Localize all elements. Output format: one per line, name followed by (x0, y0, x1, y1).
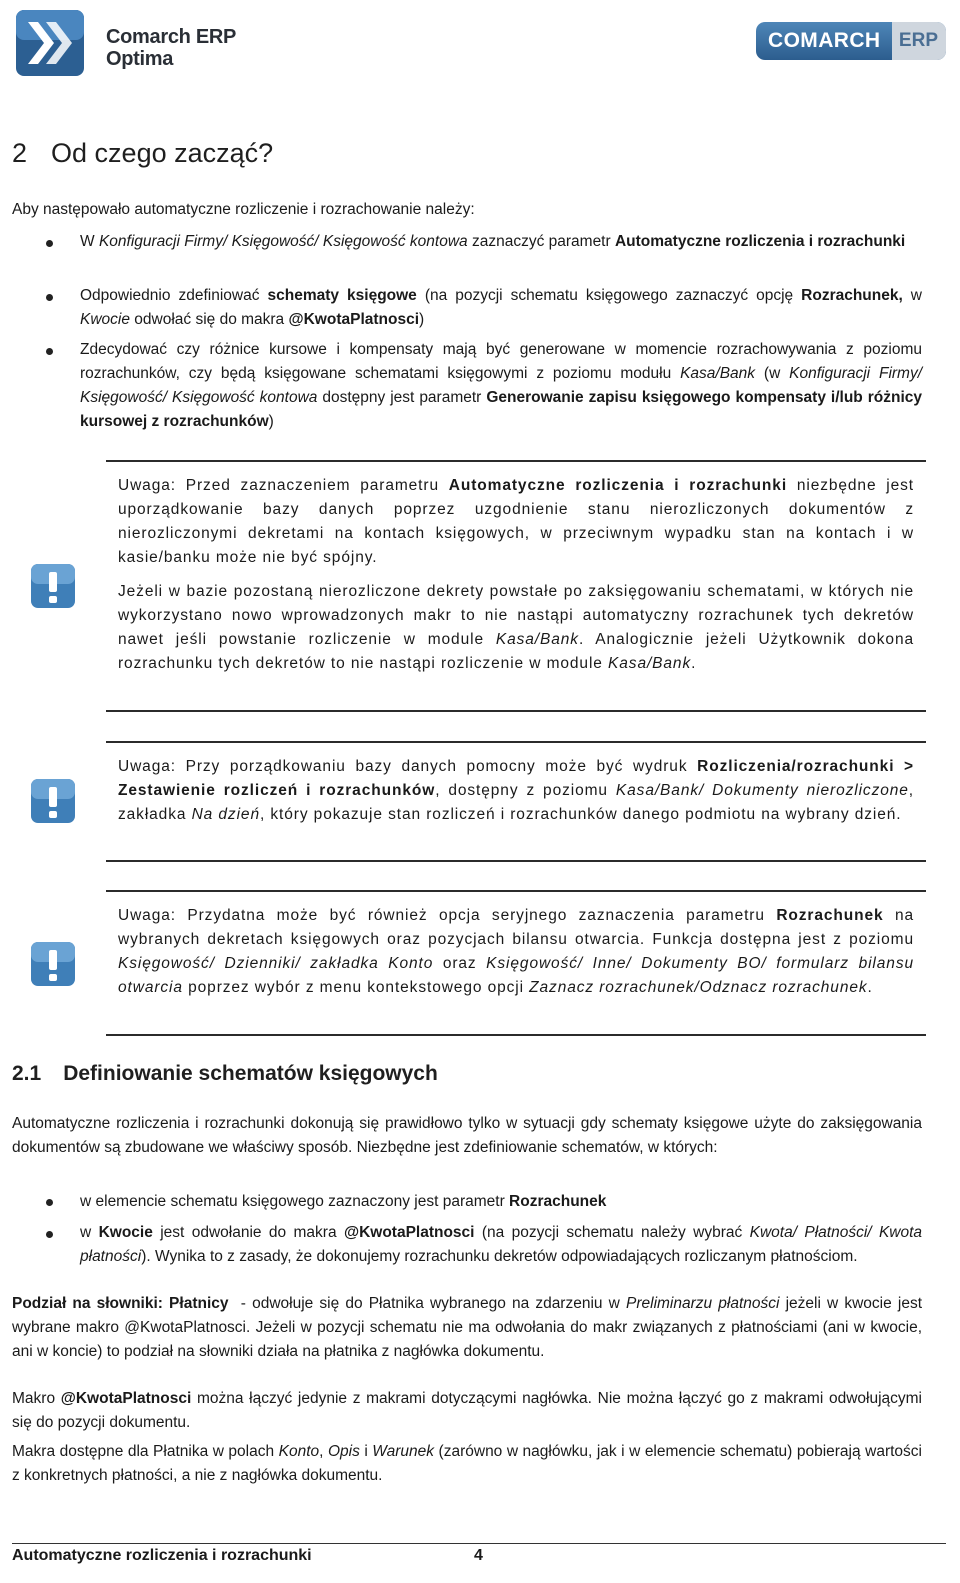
bullet-dot (46, 240, 53, 247)
page-number: 4 (474, 1547, 483, 1564)
footer-divider (12, 1543, 946, 1544)
section-title: Od czego zacząć? (51, 138, 274, 168)
note-warning-1-paragraph-2: Jeżeli w bazie pozostaną nierozliczone dekrety powstałe po zaksięgowaniu schematami, w których nie wykorzystano nowo wprowadzonych makr to nie nastąpi automatyczny rozrachunek tych dekretów nawet jeśli powstanie rozliczenie w module Kasa/Bank. Analogicznie jeżeli Użytkownik dokona rozrachunku tych dekretów to nie nastąpi rozliczenie w module Kasa/Bank. (118, 583, 914, 672)
list-item: Odpowiednio zdefiniować schematy księgowe (na pozycji schematu księgowego zaznaczyć opcję Rozrachunek, w Kwocie odwołać się do makra @KwotaPlatnosci) (80, 287, 923, 328)
bullet-dot (46, 348, 53, 355)
list-item: w Kwocie jest odwołanie do makra @KwotaPlatnosci (na pozycji schematu należy wybrać Kwota/ Płatności/ Kwota płatności). Wynika to z zasady, że dokonujemy rozrachunku dekretów odpowiadających rozliczanym płatnościom. (80, 1224, 923, 1265)
erp-wordmark: ERP (898, 30, 938, 51)
warning-icon (30, 941, 76, 987)
warning-icon (30, 563, 76, 609)
comarch-wordmark: COMARCH (768, 29, 881, 52)
subsection-number: 2.1 (12, 1062, 42, 1085)
brand-line-2: Optima (106, 48, 174, 70)
intro-text: Aby następowało automatyczne rozliczenie i rozrachowanie należy: (12, 201, 475, 218)
section-number: 2 (12, 138, 28, 168)
bullet-dot (46, 294, 53, 301)
paragraph: Automatyczne rozliczenia i rozrachunki dokonują się prawidłowo tylko w sytuacji gdy schematy księgowe użyte do zaksięgowania dokumentów są zbudowane we właściwy sposób. Niezbędne jest zdefiniowanie schematów, w których: (12, 1115, 922, 1156)
note-divider (106, 1034, 926, 1036)
section-heading (12, 138, 273, 169)
paragraph: Podział na słowniki: Płatnicy - odwołuje się do Płatnika wybranego na zdarzeniu w Preliminarzu płatności jeżeli w kwocie jest wybrane makro @KwotaPlatnosci. Jeżeli w pozycji schematu nie ma odwołania do makr związanych z płatnościami (ani w kwocie, ani w koncie) to podział na słowniki działa na płatnika z nagłówka dokumentu. (12, 1295, 922, 1360)
list-item: Zdecydować czy różnice kursowe i kompensaty mają być generowane w momencie rozrachowywania z poziomu rozrachunków, czy będą księgowane schematami księgowymi z poziomu modułu Kasa/Bank (w Konfiguracji Firmy/ Księgowość/ Księgowość kontowa dostępny jest parametr Generowanie zapisu księgowego kompensaty i/lub różnicy kursowej z rozrachunków) (80, 341, 923, 430)
warning-icon (30, 778, 76, 824)
note-divider (106, 890, 926, 892)
note-divider (106, 710, 926, 712)
note-warning-3: Uwaga: Przydatna może być również opcja seryjnego zaznaczenia parametru Rozrachunek na wybranych dekretach księgowych oraz pozycjach bilansu otwarcia. Funkcja dostępna jest z poziomu Księgowość/ Dzienniki/ zakładka Konto oraz Księgowość/ Inne/ Dokumenty BO/ formularz bilansu otwarcia poprzez wybór z menu kontekstowego opcji Zaznacz rozrachunek/Odznacz rozrachunek. (118, 907, 915, 996)
list-item: W Konfiguracji Firmy/ Księgowość/ Księgowość kontowa zaznaczyć parametr Automatyczne rozliczenia i rozrachunki (80, 233, 906, 250)
comarch-erp-optima-logo (14, 8, 254, 80)
brand-line-1: Comarch ERP (106, 26, 237, 48)
subsection-title: Definiowanie schematów księgowych (63, 1062, 438, 1085)
subsection-heading (12, 1062, 438, 1086)
note-warning-1: Uwaga: Przed zaznaczeniem parametru Automatyczne rozliczenia i rozrachunki niezbędne jest uporządkowanie bazy danych poprzez uzgodnienie stanu nierozliczonych dokumentów z nierozliczonymi dekretami na kontach księgowych, w przeciwnym wypadku stan na kontach i w kasie/banku może nie być spójny. (118, 477, 914, 566)
note-divider (106, 741, 926, 743)
bullet-dot (46, 1199, 53, 1206)
paragraph: Makra dostępne dla Płatnika w polach Konto, Opis i Warunek (zarówno w nagłówku, jak i w elemencie schematu) pobierają wartości z konkretnych płatności, a nie z nagłówka dokumentu. (12, 1443, 922, 1484)
note-warning-2: Uwaga: Przy porządkowaniu bazy danych pomocny może być wydruk Rozliczenia/rozrachunki > Zestawienie rozliczeń i rozrachunków, dostępny z poziomu Kasa/Bank/ Dokumenty nierozliczone, zakładka Na dzień, który pokazuje stan rozliczeń i rozrachunków danego podmiotu na wybrany dzień. (118, 758, 915, 823)
paragraph: Makro @KwotaPlatnosci można łączyć jedynie z makrami dotyczącymi nagłówka. Nie można łączyć go z makrami odwołującymi się do pozycji dokumentu. (12, 1390, 922, 1431)
comarch-erp-logo (756, 22, 946, 62)
list-item: w elemencie schematu księgowego zaznaczony jest parametr Rozrachunek (80, 1193, 607, 1210)
optima-logo-icon (14, 8, 86, 78)
note-divider (106, 860, 926, 862)
bullet-dot (46, 1231, 53, 1238)
footer-title: Automatyczne rozliczenia i rozrachunki (12, 1547, 312, 1564)
note-divider (106, 460, 926, 462)
